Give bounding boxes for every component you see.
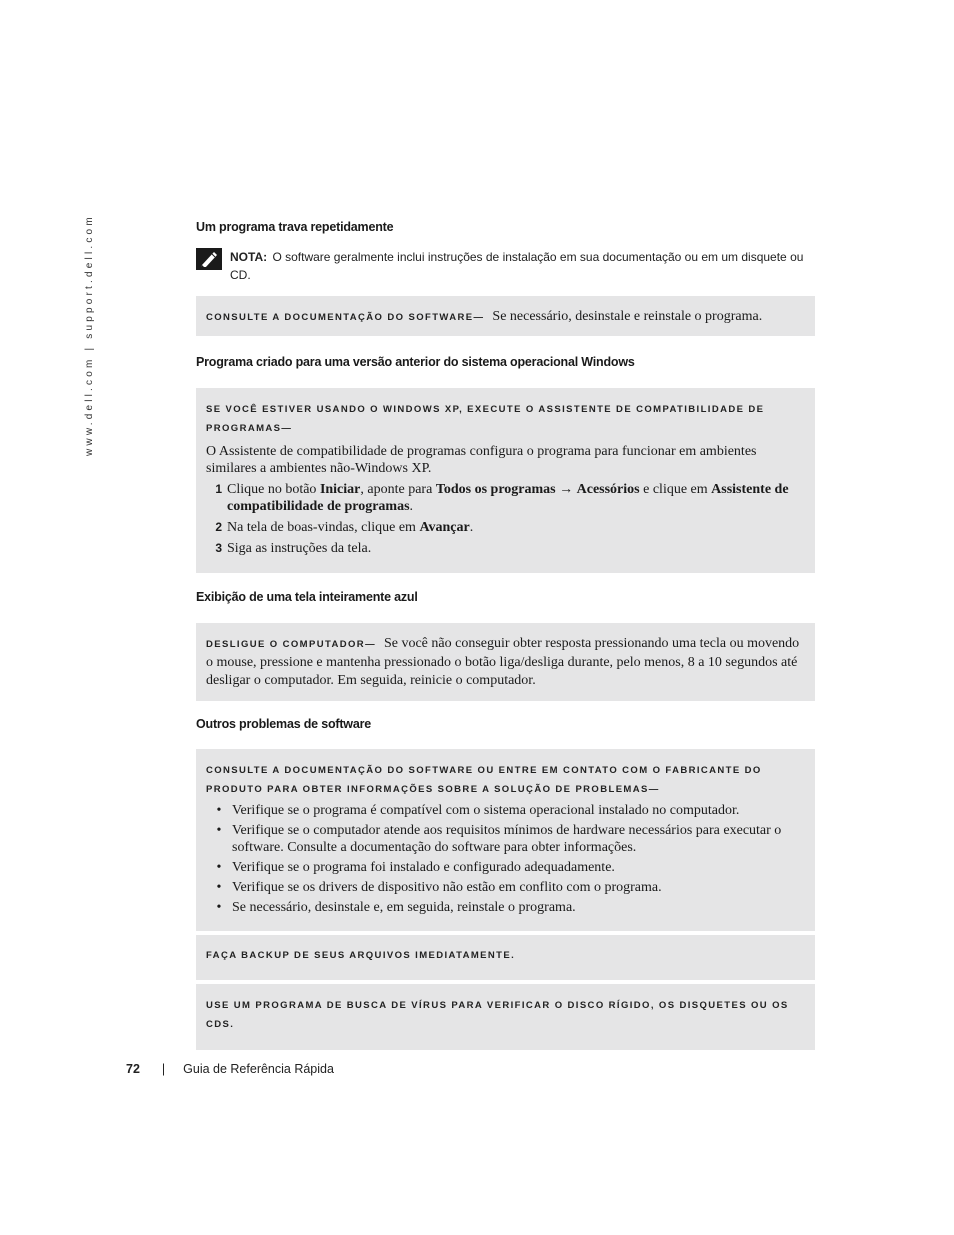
solution-dash: —	[648, 784, 660, 795]
solution-box-turn-off	[196, 623, 815, 701]
page-content	[196, 220, 815, 1050]
bullet-item: • Se necessário, desinstale e, em seguida, reinstale o programa.	[216, 900, 576, 915]
solution-title: CONSULTE A DOCUMENTAÇÃO DO SOFTWARE	[206, 312, 474, 323]
footer-separator: |	[161, 1062, 166, 1076]
solution-dash: —	[473, 312, 485, 323]
section-heading-blue-screen: Exibição de uma tela inteiramente azul	[196, 590, 418, 604]
pencil-note-icon	[196, 248, 222, 270]
note-body: O software geralmente inclui instruções de instalação em sua documentação ou em um disquete ou CD.	[230, 250, 804, 282]
steps-list	[206, 481, 805, 557]
step-number: 1	[215, 482, 222, 496]
section-heading-old-windows-program: Programa criado para uma versão anterior do sistema operacional Windows	[196, 355, 635, 369]
solution-box-contact-manufacturer	[196, 749, 815, 931]
guide-title: Guia de Referência Rápida	[183, 1062, 334, 1076]
solution-box-backup	[196, 935, 815, 980]
step-text: Na tela de boas-vindas, clique em Avançar.	[227, 520, 474, 535]
section-heading-other-software: Outros problemas de software	[196, 717, 371, 731]
solution-title: SE VOCÊ ESTIVER USANDO O WINDOWS XP, EXECUTE O ASSISTENTE DE COMPATIBILIDADE DE PROGRAMAS	[206, 404, 765, 434]
bullet-item: • Verifique se o programa é compatível com o sistema operacional instalado no computador.	[216, 803, 740, 818]
solution-dash: —	[365, 639, 376, 650]
step-item	[206, 540, 805, 557]
solution-box-consult-docs	[196, 296, 815, 336]
side-url: www.dell.com | support.dell.com	[84, 214, 95, 456]
step-text: Clique no botão Iniciar, aponte para Todos os programas → Acessórios e clique em Assistente de compatibilidade de programas.	[227, 482, 789, 514]
note	[196, 248, 815, 284]
solution-title: FAÇA BACKUP DE SEUS ARQUIVOS IMEDIATAMENTE.	[206, 950, 516, 961]
bullet-item: • Verifique se os drivers de dispositivo não estão em conflito com o programa.	[216, 880, 662, 895]
step-item	[206, 481, 805, 515]
step-number: 3	[215, 541, 222, 555]
solution-dash: —	[281, 423, 293, 434]
solution-title: USE UM PROGRAMA DE BUSCA DE VÍRUS PARA VERIFICAR O DISCO RÍGIDO, OS DISQUETES OU OS CDS.	[206, 1000, 789, 1030]
step-number: 2	[215, 520, 222, 534]
solution-box-compatibility-wizard	[196, 388, 815, 573]
solution-title: CONSULTE A DOCUMENTAÇÃO DO SOFTWARE OU ENTRE EM CONTATO COM O FABRICANTE DO PRODUTO PARA OBTER INFORMAÇÕES SOBRE A SOLUÇÃO DE PROBLEMAS	[206, 765, 762, 795]
page-footer	[126, 1062, 334, 1076]
note-label: NOTA:	[230, 250, 268, 264]
section-heading-program-freezes: Um programa trava repetidamente	[196, 220, 394, 234]
bullet-list	[206, 802, 805, 916]
solution-text: Se necessário, desinstale e reinstale o programa.	[492, 309, 763, 324]
page-number: 72	[126, 1062, 140, 1076]
bullet-item: • Verifique se o computador atende aos requisitos mínimos de hardware necessários para executar o software. Consulte a documentação do software para obter informações.	[216, 823, 782, 855]
solution-paragraph: O Assistente de compatibilidade de programas configura o programa para funcionar em ambientes similares a ambientes não-Windows XP.	[206, 444, 757, 476]
bullet-item: • Verifique se o programa foi instalado e configurado adequadamente.	[216, 860, 615, 875]
solution-text: Se você não conseguir obter resposta pressionando uma tecla ou movendo o mouse, pressione e mantenha pressionado o botão liga/desliga durante, pelo menos, 8 a 10 segundos até desligar o computador. Em seguida, reinicie o computador.	[206, 636, 800, 688]
solution-title: DESLIGUE O COMPUTADOR	[206, 639, 366, 650]
step-item	[206, 519, 805, 536]
step-text: Siga as instruções da tela.	[227, 541, 372, 556]
solution-box-virus-scan	[196, 984, 815, 1050]
note-text	[230, 248, 815, 284]
